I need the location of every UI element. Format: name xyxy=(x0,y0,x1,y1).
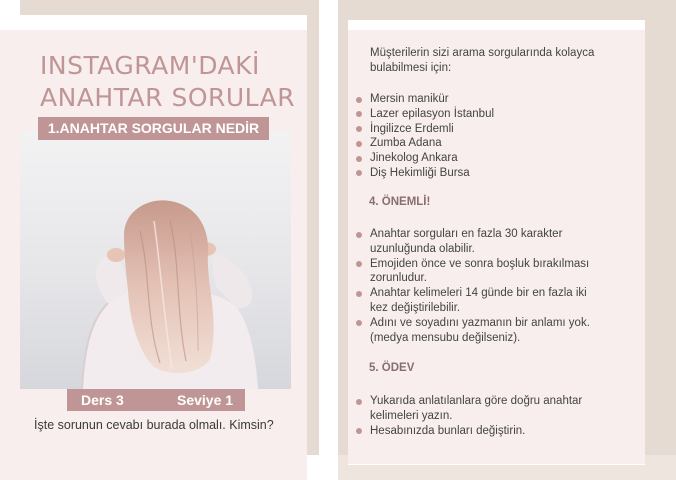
list-item xyxy=(356,394,582,424)
list-item xyxy=(356,286,590,316)
list-item-line: Adını ve soyadını yazmanın bir anlamı yok. xyxy=(370,316,590,329)
lesson-label: Ders 3 xyxy=(81,392,124,408)
list-item-line: Emojiden önce ve sonra boşluk bırakılması xyxy=(370,257,590,270)
hero-photo xyxy=(20,131,291,389)
list-item: Mersin manikür xyxy=(356,92,494,107)
list-item-line: uzunluğunda olabilir. xyxy=(370,242,475,255)
intro-line-2: bulabilmesi için: xyxy=(370,62,452,74)
list-item: Jinekolog Ankara xyxy=(356,151,494,166)
list-item xyxy=(356,227,590,257)
list-item-line: Anahtar sorguları en fazla 30 karakter xyxy=(370,228,563,240)
list-item-line: kez değiştirilebilir. xyxy=(370,301,461,314)
list-item: Diş Hekimliği Bursa xyxy=(356,166,494,181)
left-frame xyxy=(20,0,319,15)
list-item xyxy=(356,316,590,346)
homework-list xyxy=(356,394,582,438)
list-item xyxy=(356,424,582,439)
intro-text xyxy=(370,46,640,76)
list-item-line: kelimeleri yazın. xyxy=(370,409,453,422)
page-title-line-2: ANAHTAR SORULAR xyxy=(40,83,296,112)
list-item-line: Hesabınızda bunları değiştirin. xyxy=(370,424,526,437)
left-frame-side xyxy=(307,15,319,455)
list-item-line: (medya mensubu değilseniz). xyxy=(370,331,521,344)
list-item-line: Yukarıda anlatılanlara göre doğru anahtar xyxy=(370,395,583,407)
page-title-line-1: INSTAGRAM'DAKİ xyxy=(40,51,260,80)
list-item: İngilizce Erdemli xyxy=(356,122,494,137)
important-list xyxy=(356,227,590,345)
example-list xyxy=(356,92,494,181)
list-item: Lazer epilasyon İstanbul xyxy=(356,107,494,122)
important-heading: 4. ÖNEMLİ! xyxy=(369,196,431,208)
homework-heading: 5. ÖDEV xyxy=(369,362,415,374)
list-item-line: Anahtar kelimeleri 14 günde bir en fazla iki xyxy=(370,287,587,300)
woman-photo-illustration xyxy=(20,131,291,389)
list-item: Zumba Adana xyxy=(356,136,494,151)
intro-line-1: Müşterilerin sizi arama sorgularında kolayca xyxy=(370,47,595,59)
level-label: Seviye 1 xyxy=(177,392,234,408)
lesson-bar xyxy=(67,389,245,411)
section-banner: 1.ANAHTAR SORGULAR NEDİR xyxy=(38,117,269,140)
caption: İşte sorunun cevabı burada olmalı. Kimsin? xyxy=(34,418,274,432)
list-item-line: zorunludur. xyxy=(370,272,427,285)
list-item xyxy=(356,257,590,287)
